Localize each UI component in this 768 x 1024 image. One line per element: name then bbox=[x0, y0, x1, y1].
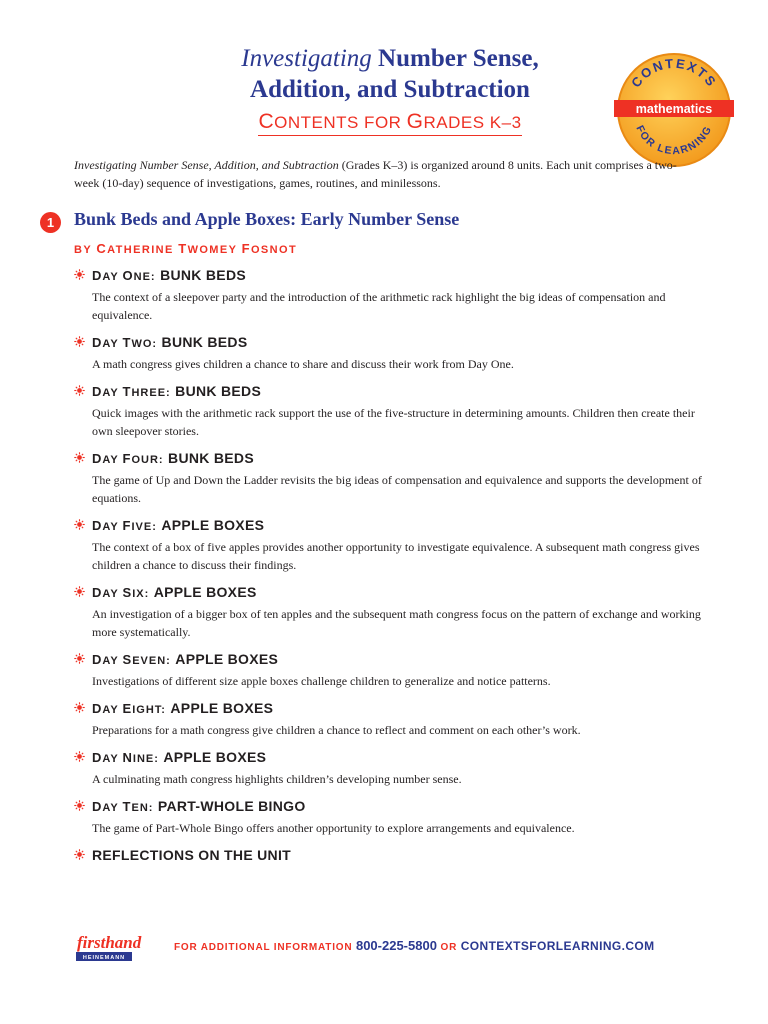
footer-website-link[interactable]: CONTEXTSFORLEARNING.COM bbox=[460, 939, 655, 953]
day-item bbox=[74, 748, 704, 788]
day-description: Preparations for a math congress give children a chance to reflect and comment on each other’s work. bbox=[92, 723, 581, 737]
day-topic: APPLE BOXES bbox=[161, 517, 265, 533]
day-label-part: AY bbox=[102, 521, 123, 533]
day-label-part: AY bbox=[102, 271, 123, 283]
day-heading bbox=[92, 449, 704, 470]
day-label bbox=[92, 335, 158, 350]
day-topic: PART-WHOLE BINGO bbox=[157, 798, 306, 814]
day-label-part: AY bbox=[102, 655, 123, 667]
footer-info-label: FOR ADDITIONAL INFORMATION bbox=[174, 942, 356, 953]
sunburst-bullet-icon bbox=[74, 849, 85, 860]
author-cap-2: T bbox=[178, 241, 188, 256]
title-line-1 bbox=[190, 44, 590, 74]
sunburst-bullet-icon bbox=[74, 385, 85, 396]
reflections-label: REFLECTIONS ON THE UNIT bbox=[92, 847, 292, 863]
day-heading bbox=[92, 516, 704, 537]
day-label bbox=[92, 268, 156, 283]
day-label bbox=[92, 701, 166, 716]
day-topic: BUNK BEDS bbox=[175, 383, 262, 399]
logo-band-text: mathematics bbox=[635, 102, 713, 116]
author-part-3: OSNOT bbox=[250, 244, 298, 256]
day-label-cap-2: S bbox=[122, 652, 133, 667]
subtitle-part-2: RADES K–3 bbox=[423, 113, 522, 132]
reflections-item bbox=[74, 846, 704, 865]
day-label-cap: D bbox=[92, 384, 103, 399]
sunburst-bullet-icon bbox=[74, 751, 85, 762]
day-item bbox=[74, 583, 704, 641]
day-label-cap-2: N bbox=[122, 750, 133, 765]
day-label-part-2: WO: bbox=[131, 338, 158, 350]
author-cap-3: F bbox=[241, 241, 251, 256]
footer-or: OR bbox=[436, 942, 461, 953]
sunburst-bullet-icon bbox=[74, 519, 85, 530]
day-label-cap-2: F bbox=[122, 451, 132, 466]
day-label-part: AY bbox=[102, 454, 123, 466]
day-label-part-2: OUR: bbox=[131, 454, 164, 466]
day-item bbox=[74, 449, 704, 507]
day-heading bbox=[92, 382, 704, 403]
sunburst-bullet-icon bbox=[74, 800, 85, 811]
day-label-part-2: EN: bbox=[131, 802, 154, 814]
day-label-part-2: NE: bbox=[133, 271, 156, 283]
day-topic: APPLE BOXES bbox=[170, 700, 274, 716]
title-bold: Number Sense, bbox=[378, 45, 539, 72]
day-label-part: AY bbox=[102, 387, 123, 399]
day-list bbox=[74, 266, 704, 874]
subtitle-part: ONTENTS FOR bbox=[274, 113, 407, 132]
title-italic: Investigating bbox=[241, 45, 372, 72]
day-description: Investigations of different size apple boxes challenge children to generalize and notice patterns. bbox=[92, 674, 551, 688]
author-part-2: WOMEY bbox=[187, 244, 242, 256]
footer-phone[interactable]: 800-225-5800 bbox=[355, 938, 437, 953]
day-label-part: AY bbox=[102, 588, 123, 600]
day-heading bbox=[92, 650, 704, 671]
day-item bbox=[74, 650, 704, 690]
day-label-cap-2: O bbox=[122, 268, 134, 283]
subtitle bbox=[258, 110, 521, 136]
day-heading bbox=[92, 797, 704, 818]
day-label-cap-2: T bbox=[122, 335, 132, 350]
unit-number-badge: 1 bbox=[40, 212, 61, 233]
day-heading bbox=[92, 748, 704, 769]
day-label-cap: D bbox=[92, 451, 103, 466]
contexts-for-learning-logo bbox=[614, 50, 734, 170]
day-description: The context of a box of five apples provides another opportunity to investigate equivalence. A subsequent math congress gives children a chance to discuss their findings. bbox=[92, 540, 700, 572]
day-topic: APPLE BOXES bbox=[175, 651, 279, 667]
day-label-cap: D bbox=[92, 750, 103, 765]
unit-title: Bunk Beds and Apple Boxes: Early Number Sense bbox=[74, 209, 460, 229]
day-label-part: AY bbox=[102, 753, 123, 765]
day-heading bbox=[92, 699, 704, 720]
day-label-part-2: HREE: bbox=[131, 387, 171, 399]
day-description: A math congress gives children a chance to share and discuss their work from Day One. bbox=[92, 357, 514, 371]
day-description: The game of Part-Whole Bingo offers another opportunity to explore arrangements and equivalence. bbox=[92, 821, 575, 835]
author-cap: C bbox=[96, 241, 108, 256]
reflections-heading bbox=[92, 846, 704, 865]
day-label-part-2: INE: bbox=[132, 753, 159, 765]
day-description: Quick images with the arithmetic rack support the use of the five-structure in determining amounts. Children then create their own sleepover stories. bbox=[92, 406, 695, 438]
day-heading bbox=[92, 583, 704, 604]
title-block bbox=[190, 44, 590, 136]
firsthand-logo-sub: HEINEMANN bbox=[82, 955, 126, 961]
day-label-cap-2: T bbox=[122, 799, 132, 814]
day-heading bbox=[92, 333, 704, 354]
sunburst-bullet-icon bbox=[74, 452, 85, 463]
day-label-cap-2: T bbox=[122, 384, 132, 399]
logo-top-text: CONTEXTS bbox=[628, 55, 720, 91]
day-label-cap: D bbox=[92, 518, 103, 533]
day-label-cap: D bbox=[92, 799, 103, 814]
day-item bbox=[74, 333, 704, 373]
day-label-part: AY bbox=[102, 802, 123, 814]
day-label-cap-2: S bbox=[122, 585, 133, 600]
subtitle-cap: C bbox=[258, 110, 275, 133]
subtitle-cap-2: G bbox=[406, 110, 424, 133]
intro-title: Investigating Number Sense, Addition, and Subtraction bbox=[74, 158, 339, 172]
day-label-cap: D bbox=[92, 585, 103, 600]
day-label bbox=[92, 518, 157, 533]
day-label-cap-2: F bbox=[122, 518, 132, 533]
day-topic: BUNK BEDS bbox=[161, 334, 248, 350]
day-label bbox=[92, 652, 171, 667]
day-label-part-2: EVEN: bbox=[132, 655, 171, 667]
footer-info bbox=[174, 937, 655, 955]
logo-bottom-text: FOR LEARNING bbox=[633, 123, 715, 158]
day-topic: BUNK BEDS bbox=[168, 450, 254, 466]
day-topic: APPLE BOXES bbox=[153, 584, 257, 600]
day-description: A culminating math congress highlights children’s developing number sense. bbox=[92, 772, 462, 786]
day-topic: BUNK BEDS bbox=[160, 267, 246, 283]
day-label bbox=[92, 750, 159, 765]
title-line-2: Addition, and Subtraction bbox=[250, 76, 530, 103]
firsthand-logo-text: firsthand bbox=[77, 933, 142, 952]
day-label-cap: D bbox=[92, 701, 103, 716]
sunburst-bullet-icon bbox=[74, 653, 85, 664]
day-label-cap: D bbox=[92, 335, 103, 350]
day-label-cap: D bbox=[92, 268, 103, 283]
intro-paragraph bbox=[74, 156, 694, 192]
day-label bbox=[92, 384, 171, 399]
author-by: BY bbox=[74, 244, 97, 256]
sunburst-bullet-icon bbox=[74, 269, 85, 280]
day-item bbox=[74, 699, 704, 739]
day-label bbox=[92, 585, 150, 600]
day-description: The game of Up and Down the Ladder revisits the big ideas of compensation and equivalence and supports the development of equations. bbox=[92, 473, 702, 505]
day-label-cap-2: E bbox=[122, 701, 133, 716]
day-label-part: AY bbox=[102, 704, 123, 716]
intro-text: (Grades K–3) is organized around 8 units. Each unit comprises a two-week (10-day) sequence of investigations, games, routines, and minilessons. bbox=[74, 158, 677, 190]
firsthand-logo bbox=[76, 928, 142, 962]
day-item bbox=[74, 797, 704, 837]
day-item bbox=[74, 382, 704, 440]
sunburst-bullet-icon bbox=[74, 336, 85, 347]
day-topic: APPLE BOXES bbox=[163, 749, 267, 765]
author-part: ATHERINE bbox=[107, 244, 179, 256]
day-label-part-2: IVE: bbox=[131, 521, 157, 533]
day-label-part: AY bbox=[102, 338, 123, 350]
day-item bbox=[74, 266, 704, 324]
day-heading bbox=[92, 266, 704, 287]
day-label bbox=[92, 451, 164, 466]
day-label-part-2: IX: bbox=[132, 588, 150, 600]
unit-author bbox=[74, 241, 297, 256]
day-label bbox=[92, 799, 154, 814]
day-description: The context of a sleepover party and the introduction of the arithmetic rack highlight the big ideas of compensation and equivalence. bbox=[92, 290, 666, 322]
sunburst-bullet-icon bbox=[74, 586, 85, 597]
day-item bbox=[74, 516, 704, 574]
day-label-part-2: IGHT: bbox=[132, 704, 166, 716]
day-description: An investigation of a bigger box of ten apples and the subsequent math congress focus on the pattern of exchange and working more systematically. bbox=[92, 607, 701, 639]
day-label-cap: D bbox=[92, 652, 103, 667]
sunburst-bullet-icon bbox=[74, 702, 85, 713]
